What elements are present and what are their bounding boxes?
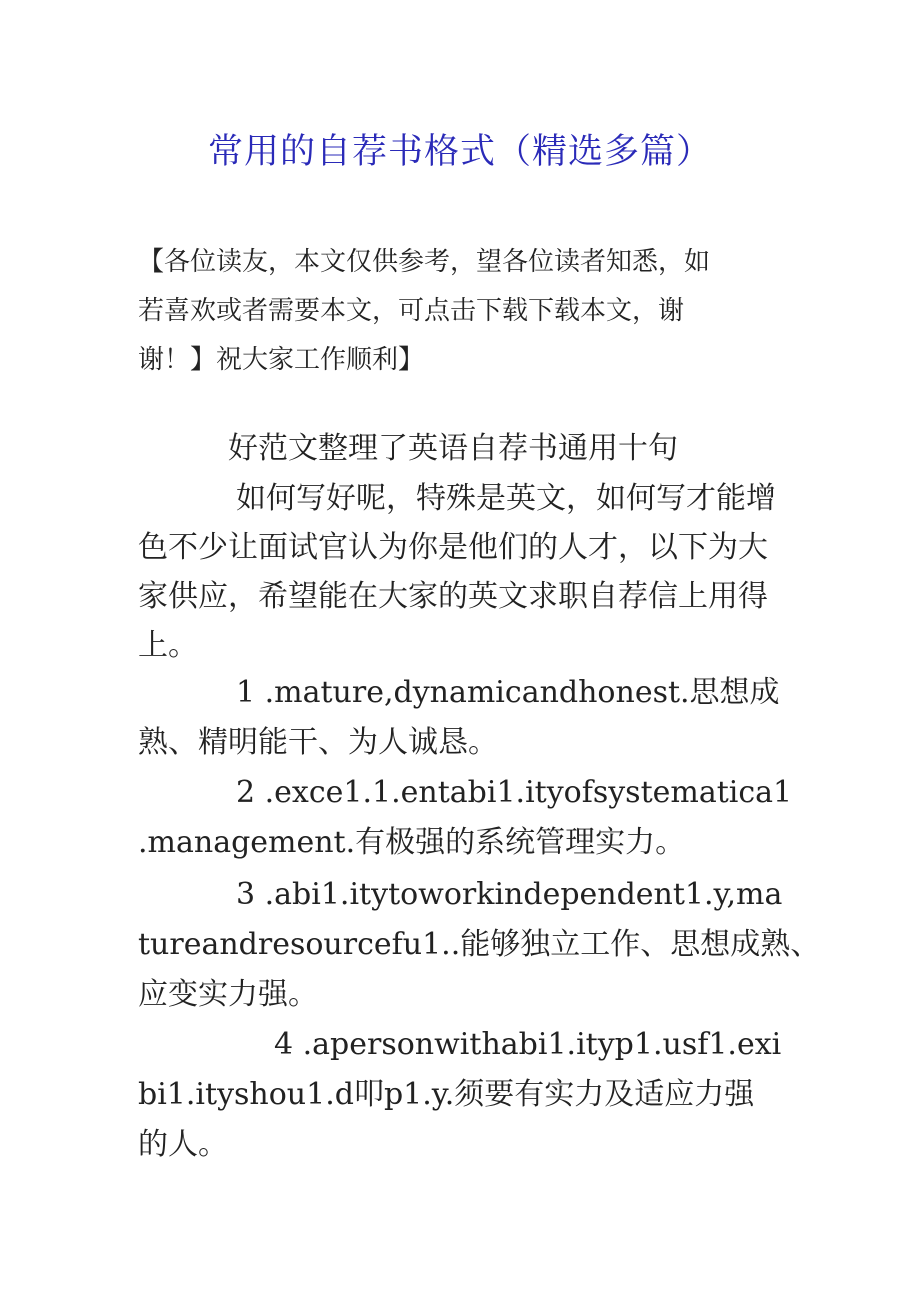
reader-notice (138, 238, 778, 385)
list-item (138, 1020, 781, 1170)
item-3-line-1: 3 .abi1.itytoworkindependent1.y,ma (236, 877, 783, 912)
intro-paragraph (138, 474, 798, 670)
item-4-line-2: bi1.ityshou1.d叩p1.y.须要有实力及适应力强 (138, 1077, 755, 1112)
page-title: 常用的自荐书格式（精选多篇） (207, 132, 712, 172)
item-3-line-2: tureandresourcefu1..能够独立工作、思想成熟、 (138, 927, 821, 962)
intro-line-4: 上。 (138, 628, 198, 663)
item-2-line-1: 2 .exce1.1.entabi1.ityofsystematica1 (236, 775, 793, 810)
item-3-line-3: 应变实力强。 (138, 977, 318, 1012)
intro-line-1: 如何写好呢，特殊是英文，如何写才能增 (236, 481, 776, 516)
item-4-line-1: 4 .apersonwithabi1.ityp1.usf1.exi (274, 1027, 782, 1062)
item-2-line-2: .management.有极强的系统管理实力。 (138, 825, 686, 860)
list-item (138, 768, 792, 868)
intro-line-3: 家供应，希望能在大家的英文求职自荐信上用得 (138, 579, 768, 614)
item-4-line-3: 的人。 (138, 1127, 228, 1162)
list-item (138, 668, 780, 768)
list-item (138, 870, 820, 1020)
notice-line-3: 谢！】祝大家工作顺利】 (138, 345, 425, 375)
section-heading: 好范文整理了英语自荐书通用十句 (228, 431, 678, 466)
item-1-line-2: 熟、精明能干、为人诚恳。 (138, 725, 498, 760)
notice-line-1: 【各位读友，本文仅供参考，望各位读者知悉，如 (138, 247, 711, 277)
notice-line-2: 若喜欢或者需要本文，可点击下载下载本文，谢 (138, 296, 685, 326)
item-1-line-1: 1 .mature,dynamicandhonest.思想成 (236, 675, 780, 710)
intro-line-2: 色不少让面试官认为你是他们的人才，以下为大 (138, 530, 768, 565)
